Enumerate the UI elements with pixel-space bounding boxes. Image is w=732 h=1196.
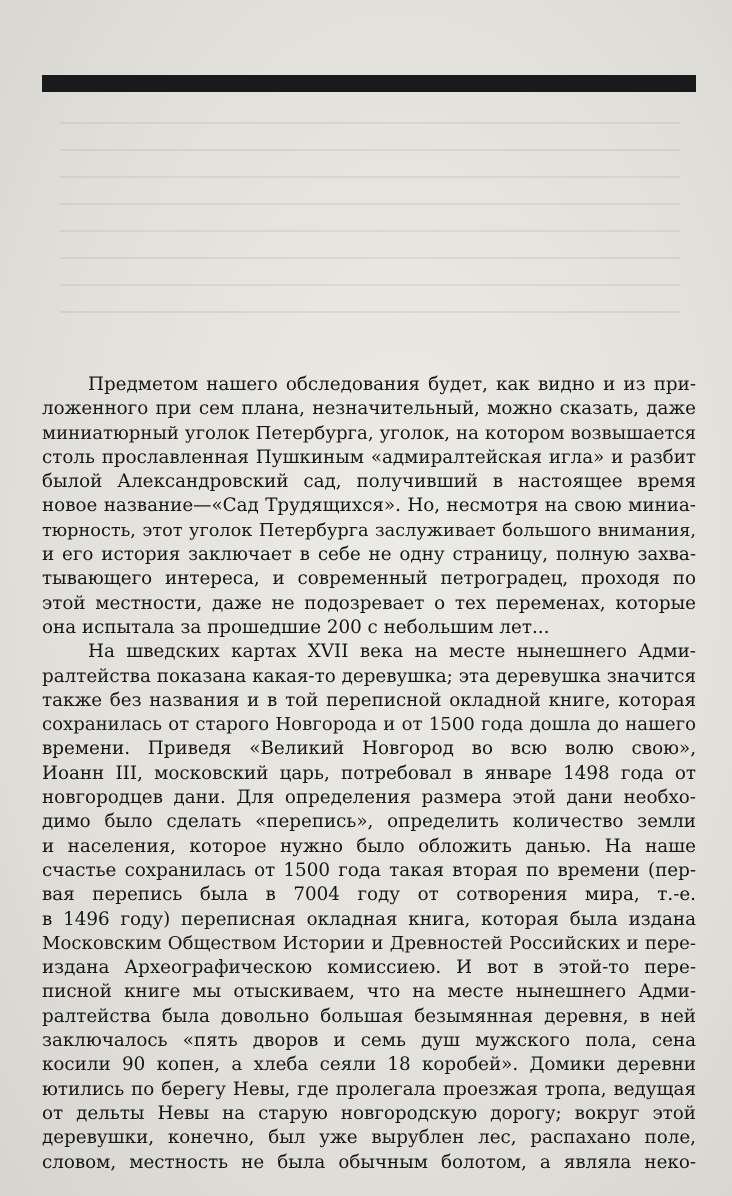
text-line: ралтейства была довольно большая безымянная деревня, в ней <box>42 1005 696 1027</box>
text-line: димо было сделать «перепись», определить количество земли <box>42 811 696 833</box>
text-line: новое название—«Сад Трудящихся». Но, несмотря на свою миниа- <box>42 495 696 517</box>
text-line: столь прославленная Пушкиным «адмиралтейская игла» и разбит <box>42 446 696 468</box>
text-line: также без названия и в той переписной окладной книге, которая <box>42 689 696 711</box>
text-line: вая перепись была в 7004 году от сотворения мира, т.-е. <box>42 884 696 906</box>
text-line: сохранилась от старого Новгорода и от 1500 года дошла до нашего <box>42 714 696 736</box>
text-line: и населения, которое нужно было обложить данью. На наше <box>42 835 696 857</box>
body-text <box>42 373 696 1175</box>
text-line: этой местности, даже не подозревает о тех переменах, которые <box>42 592 696 614</box>
text-line: и его история заключает в себе не одну страницу, полную захва- <box>42 544 696 566</box>
text-line: издана Археографическою комиссиею. И вот в этой-то пере- <box>42 957 696 979</box>
text-line: Иоанн III, московский царь, потребовал в январе 1498 года от <box>42 762 696 784</box>
text-line: писной книге мы отыскиваем, что на месте нынешнего Адми- <box>42 981 696 1003</box>
text-line: словом, местность не была обычным болотом, а являла неко- <box>42 1151 696 1173</box>
text-line: новгородцев дани. Для определения размера этой дани необхо- <box>42 787 696 809</box>
text-line: косили 90 копен, а хлеба сеяли 18 коробей». Домики деревни <box>42 1054 696 1076</box>
header-rule <box>42 75 696 92</box>
text-line: былой Александровский сад, получивший в настоящее время <box>42 471 696 493</box>
text-line: деревушки, конечно, был уже вырублен лес, распахано поле, <box>42 1127 696 1149</box>
text-line: тывающего интереса, и современный петроградец, проходя по <box>42 568 696 590</box>
text-line: Московским Обществом Истории и Древностей Российских и пере- <box>42 932 696 954</box>
text-line: счастье сохранилась от 1500 года такая вторая по времени (пер- <box>42 859 696 881</box>
text-line: в 1496 году) переписная окладная книга, которая была издана <box>42 908 696 930</box>
text-line: миниатюрный уголок Петербурга, уголок, на котором возвышается <box>42 422 696 444</box>
text-line: она испытала за прошедшие 200 с небольшим лет... <box>42 616 550 638</box>
text-line: заключалось «пять дворов и семь душ мужского пола, сена <box>42 1030 696 1052</box>
paragraph-1 <box>42 373 696 640</box>
paragraph-2 <box>42 640 696 1175</box>
text-line: ралтейства показана какая-то деревушка; эта деревушка значится <box>42 665 696 687</box>
text-line: На шведских картах XVII века на месте нынешнего Адми- <box>88 641 696 663</box>
text-line: от дельты Невы на старую новгородскую дорогу; вокруг этой <box>42 1102 696 1124</box>
text-line: ютились по берегу Невы, где пролегала проезжая тропа, ведущая <box>42 1078 696 1100</box>
text-line: времени. Приведя «Великий Новгород во всю волю свою», <box>42 738 696 760</box>
bleed-through-shadow <box>60 108 680 338</box>
text-line: тюрность, этот уголок Петербурга заслуживает большого внимания, <box>42 520 696 541</box>
text-line: ложенного при сем плана, незначительный, можно сказать, даже <box>42 398 696 420</box>
text-line: Предметом нашего обследования будет, как видно и из при- <box>88 374 696 395</box>
